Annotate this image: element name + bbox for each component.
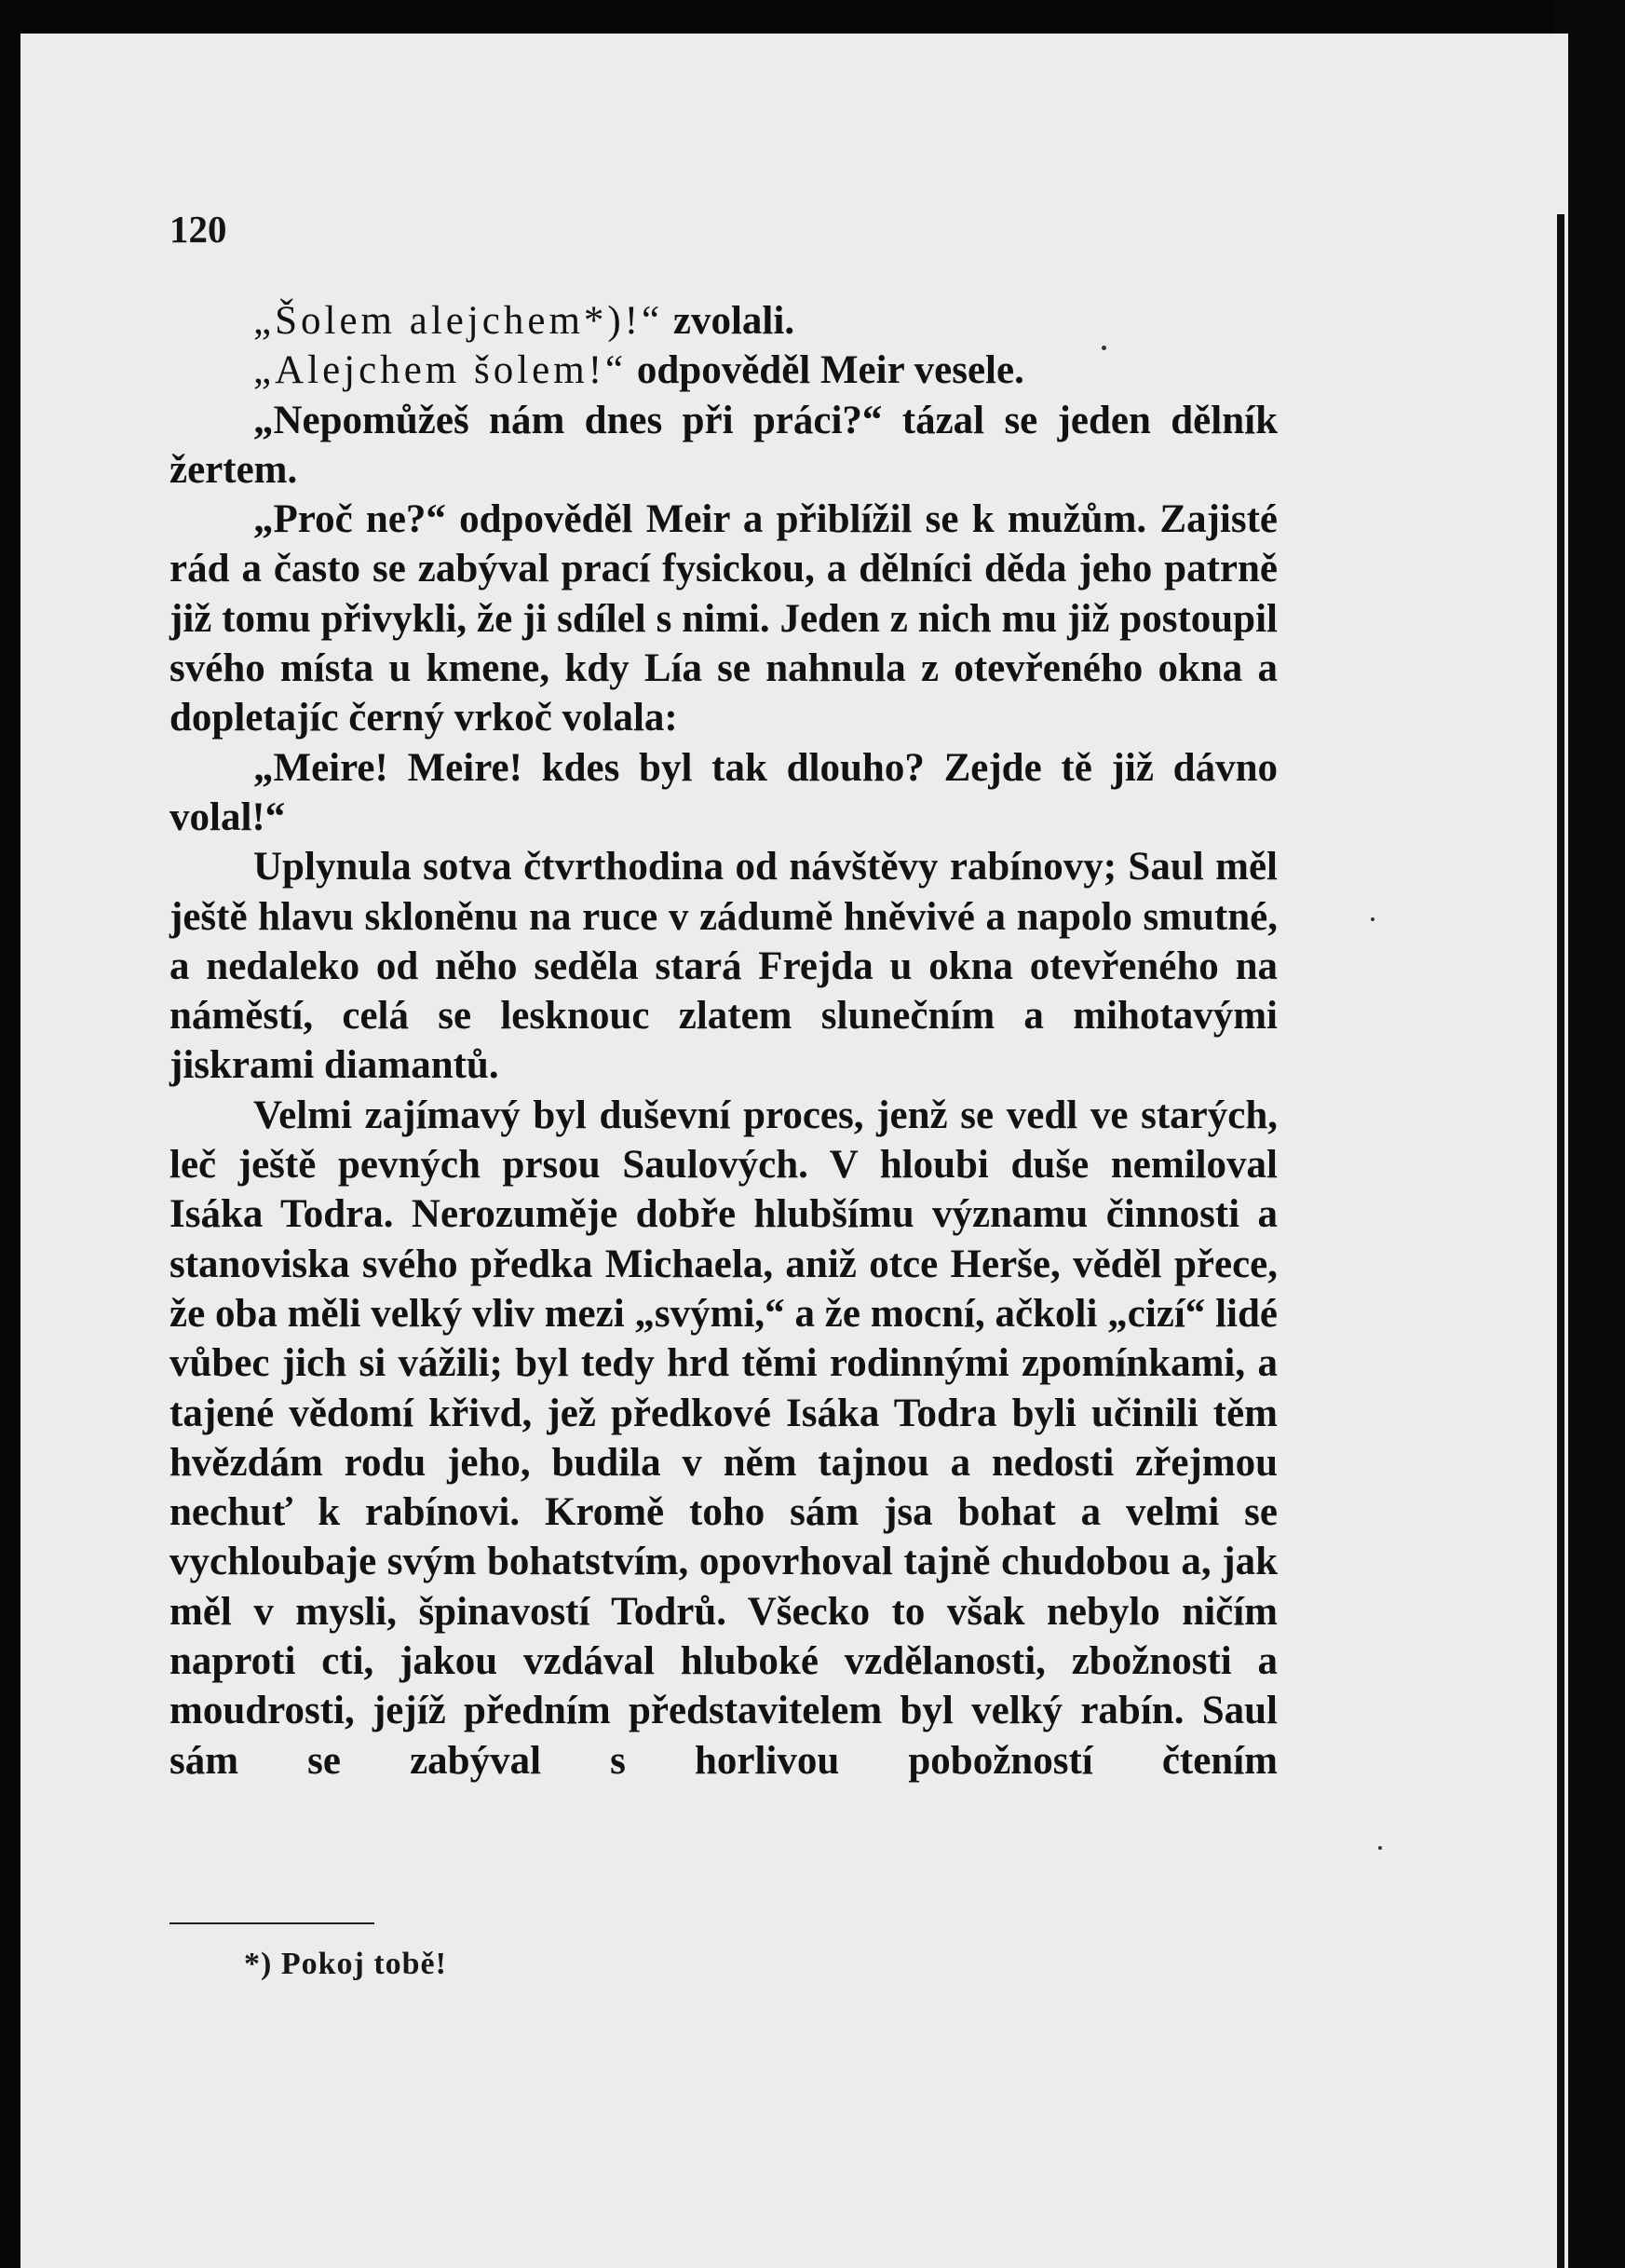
paragraph-text: „Meire! Meire! kdes byl tak dlouho? Zejde tě již dávno volal!“: [169, 745, 1278, 839]
paragraph-text: odpověděl Meir vesele.: [627, 348, 1024, 393]
spaced-greeting: „Šolem alejchem*)!“: [253, 299, 664, 343]
body-text: [169, 296, 1278, 1786]
paragraph: [169, 495, 1278, 742]
paragraph: [169, 842, 1278, 1090]
page-number: 120: [169, 208, 227, 251]
scan-speck: [1102, 346, 1106, 350]
scan-speck: [1378, 1846, 1382, 1850]
paragraph: [169, 296, 1278, 346]
spaced-greeting: „Alejchem šolem!“: [253, 348, 628, 393]
paragraph-text: Velmi zajímavý byl duševní proces, jenž se vedl ve starých, leč ještě pevných prsou Saulových. V hloubi duše nemiloval Isáka Todra. Nerozuměje dobře hlubšímu významu činnosti a stanoviska svého předka Michaela, aniž otce Herše, věděl přece, že oba měli velký vliv mezi „svými,“ a že mocní, ačkoli „cizí“ lidé vůbec jich si vážili; byl tedy hrd těmi rodinnými zpomínkami, a tajené vědomí křivd, jež předkové Isáka Todra byli učinili těm hvězdám rodu jeho, budila v něm tajnou a nedosti zřejmou nechuť k rabínovi. Kromě toho sám jsa bohat a velmi se vychloubaje svým bohatstvím, opovrhoval tajně chudobou a, jak měl v mysli, špinavostí Todrů. Všecko to však nebylo ničím naproti cti, jakou vzdával hluboké vzdělanosti, zbožnosti a moudrosti, jejíž předním představitelem byl velký rabín. Saul sám se zabýval s horlivou pobožností čtením: [169, 1093, 1278, 1783]
paragraph-text: zvolali.: [663, 299, 795, 343]
paragraph-text: „Proč ne?“ odpověděl Meir a přiblížil se k mužům. Zajisté rád a často se zabýval prací fysickou, a dělníci děda jeho patrně již tomu přivykli, že ji sdílel s nimi. Jeden z nich mu již postoupil svého místa u kmene, kdy Lía se nahnula z otevřeného okna a dopletajíc černý vrkoč volala:: [169, 497, 1278, 740]
paragraph: [169, 396, 1278, 496]
footnote: *) Pokoj tobě!: [244, 1947, 447, 1981]
paragraph-text: „Nepomůžeš nám dnes při práci?“ tázal se jeden dělník žertem.: [169, 398, 1278, 492]
paragraph-text: Uplynula sotva čtvrthodina od návštěvy rabínovy; Saul měl ještě hlavu skloněnu na ruce v zádumě hněvivé a napolo smutné, a nedaleko od něho seděla stará Frejda u okna otevřeného na náměstí, celá se lesknouc zlatem slunečním a mihotavými jiskrami diamantů.: [169, 845, 1278, 1088]
paragraph: [169, 743, 1278, 843]
page-edge-shadow: [1557, 214, 1564, 2268]
scan-speck: [1371, 917, 1374, 921]
paragraph: [169, 1091, 1278, 1786]
footnote-separator: [169, 1922, 374, 1924]
paragraph: [169, 346, 1278, 395]
